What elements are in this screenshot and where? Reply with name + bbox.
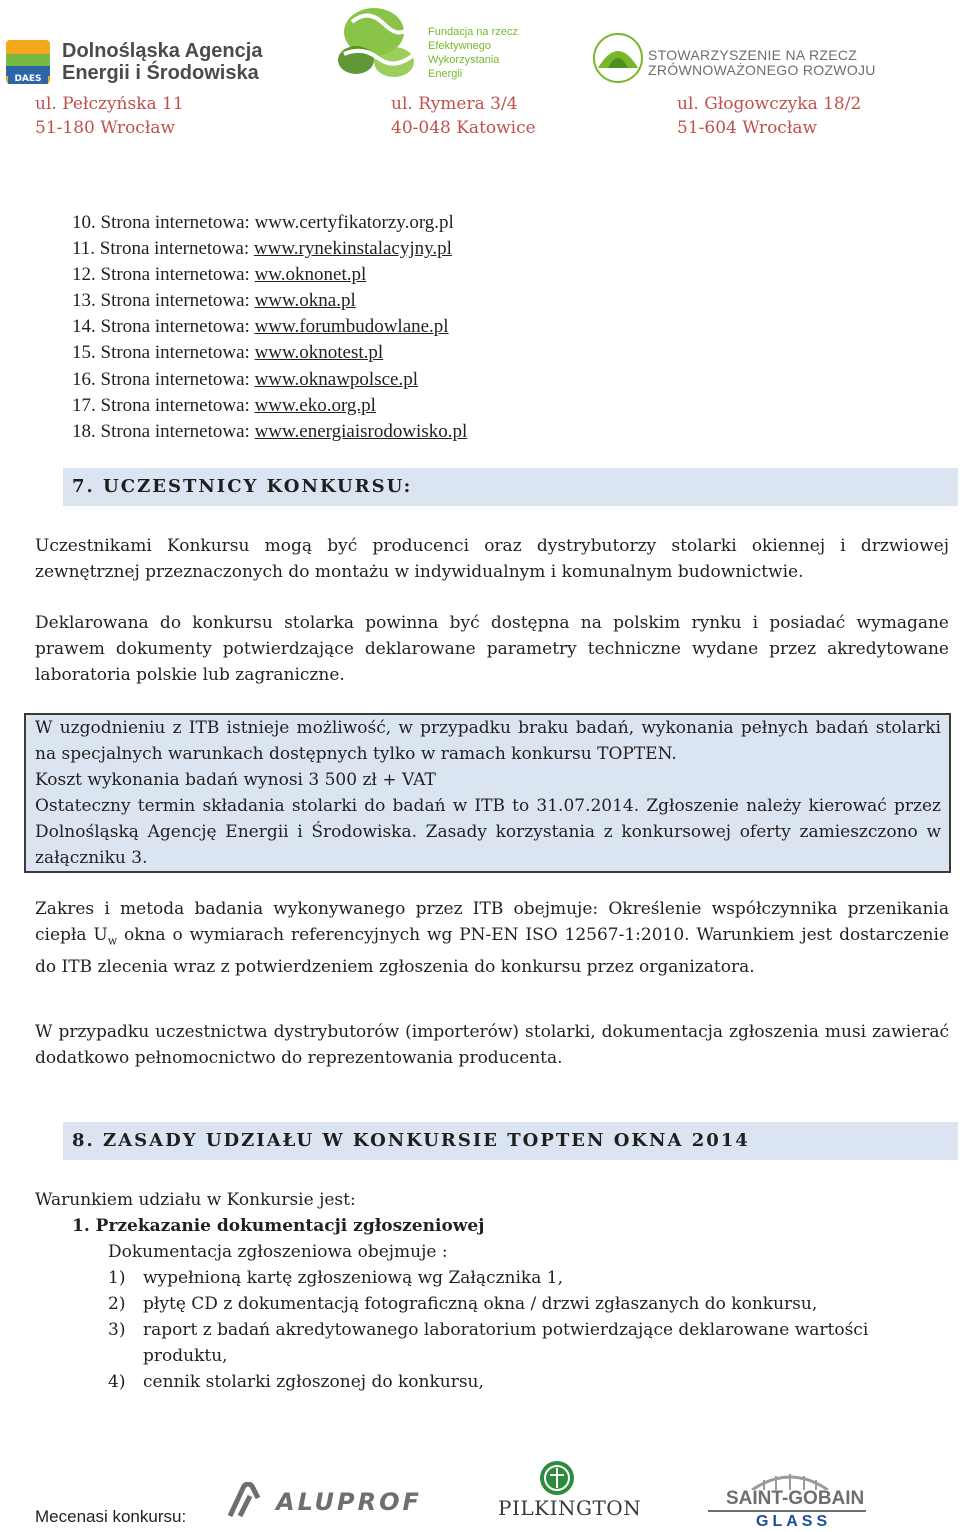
list-item: 12. Strona internetowa: ww.oknonet.pl xyxy=(72,264,367,286)
address-daes: ul. Pełczyńska 11 51-180 Wrocław xyxy=(35,94,184,138)
daes-logo-name: Dolnośląska Agencja Energii i Środowiska xyxy=(62,40,263,84)
conditions-item-1-title: 1. Przekazanie dokumentacji zgłoszeniowej xyxy=(72,1216,485,1236)
list-item: 10. Strona internetowa: www.certyfikatorzy.org.pl xyxy=(72,212,454,233)
website-link[interactable]: www.oknawpolsce.pl xyxy=(254,368,418,390)
list-item: 13. Strona internetowa: www.okna.pl xyxy=(72,290,356,312)
saint-gobain-icon xyxy=(750,1470,830,1490)
itb-info-box-text xyxy=(35,715,941,871)
documentation-intro: Dokumentacja zgłoszeniowa obejmuje : xyxy=(108,1242,448,1262)
itb-info-paragraph: W uzgodnieniu z ITB istnieje możliwość, w przypadku braku badań, wykonania pełnych badań stolarki na specjalnych warunkach dostępnych tylko w ramach konkursu TOPTEN. xyxy=(35,718,941,764)
website-link[interactable]: www.certyfikatorzy.org.pl xyxy=(254,212,454,233)
pilkington-logo-text: PILKINGTON xyxy=(498,1496,642,1520)
section-7-paragraph-4: W przypadku uczestnictwa dystrybutorów (importerów) stolarki, dokumentacja zgłoszenia musi zawierać dodatkowo pełnomocnictwo do reprezentowania producenta. xyxy=(35,1022,949,1068)
aluprof-logo: ALUPROF xyxy=(228,1482,428,1522)
list-item: 4) cennik stolarki zgłoszonej do konkursu, xyxy=(108,1372,484,1392)
website-link[interactable]: www.oknotest.pl xyxy=(254,342,384,364)
daes-logo-mark xyxy=(6,40,50,84)
saint-gobain-logo-text: SAINT-GOBAIN xyxy=(726,1488,865,1509)
website-link[interactable]: www.eko.org.pl xyxy=(254,394,376,416)
list-item: 2) płytę CD z dokumentacją fotograficzną okna / drzwi zgłaszanych do konkursu, xyxy=(108,1294,818,1314)
list-item: 1) wypełnioną kartę zgłoszeniową wg Załącznika 1, xyxy=(108,1268,563,1288)
list-item: 11. Strona internetowa: www.rynekinstalacyjny.pl xyxy=(72,238,452,260)
list-item: 15. Strona internetowa: www.oknotest.pl xyxy=(72,342,384,364)
list-item: 18. Strona internetowa: www.energiaisrodowisko.pl xyxy=(72,420,468,442)
section-7-paragraph-2: Deklarowana do konkursu stolarka powinna być dostępna na polskim rynku i posiadać wymagane prawem dokumenty potwierdzające deklarowane parametry techniczne wydane przez akredytowane laboratoria polskie lub zagraniczne. xyxy=(35,613,949,685)
daes-badge-text: DAES xyxy=(8,74,48,84)
srz-logo-name: STOWARZYSZENIE NA RZECZ ZRÓWNOWAŻONEGO ROZWOJU xyxy=(648,47,876,78)
aluprof-icon xyxy=(228,1482,272,1518)
conditions-intro: Warunkiem udziału w Konkursie jest: xyxy=(35,1190,356,1210)
website-link[interactable]: www.energiaisrodowisko.pl xyxy=(254,420,468,442)
itb-deadline-paragraph: Ostateczny termin składania stolarki do badań w ITB to 31.07.2014. Zgłoszenie należy kierować przez Dolnośląską Agencję Energii i Środowiska. Zasady korzystania z konkursowej oferty zamieszczono w załączniku 3. xyxy=(35,796,941,868)
list-item: 3) raport z badań akredytowanego laboratorium potwierdzające deklarowane wartości produktu, xyxy=(108,1320,869,1366)
website-link[interactable]: www.rynekinstalacyjny.pl xyxy=(253,238,452,260)
saint-gobain-glass-text: GLASS xyxy=(756,1513,832,1530)
address-fewe: ul. Rymera 3/4 40-048 Katowice xyxy=(391,94,536,138)
sponsors-label: Mecenasi konkursu: xyxy=(35,1507,187,1526)
website-link[interactable]: ww.oknonet.pl xyxy=(254,264,367,286)
section-8-heading: 8. ZASADY UDZIAŁU W KONKURSIE TOPTEN OKNA 2014 xyxy=(63,1122,958,1160)
itb-cost-line: Koszt wykonania badań wynosi 3 500 zł + VAT xyxy=(35,770,436,790)
section-7-heading: 7. UCZESTNICY KONKURSU: xyxy=(63,468,958,506)
section-7-paragraph-3: Zakres i metoda badania wykonywanego przez ITB obejmuje: Określenie współczynnika przenikania ciepła $U_w$ okna o wymiarach referencyjnych wg PN-EN ISO 12567-1:2010. Warunkiem jest dostarczenie do ITB zlecenia wraz z potwierdzeniem zgłoszenia do konkursu przez organizatora. xyxy=(35,899,949,978)
websites-list xyxy=(72,210,467,445)
website-link[interactable]: www.okna.pl xyxy=(254,290,356,312)
list-item: 17. Strona internetowa: www.eko.org.pl xyxy=(72,394,376,416)
srz-logo-icon xyxy=(590,28,646,84)
pilkington-icon xyxy=(538,1459,576,1497)
fewe-logo-name: Fundacja na rzecz Efektywnego Wykorzystania Energii xyxy=(428,26,518,80)
list-item: 16. Strona internetowa: www.oknawpolsce.pl xyxy=(72,368,418,390)
documentation-list xyxy=(108,1265,953,1395)
address-srz: ul. Głogowczyka 18/2 51-604 Wrocław xyxy=(677,94,862,138)
fewe-logo-icon xyxy=(334,2,418,84)
saint-gobain-divider xyxy=(708,1510,866,1512)
website-link[interactable]: www.forumbudowlane.pl xyxy=(254,316,449,338)
section-7-paragraph-1: Uczestnikami Konkursu mogą być producenci oraz dystrybutorzy stolarki okiennej i drzwiowej zewnętrznej przeznaczonych do montażu w indywidualnym i komunalnym budownictwie. xyxy=(35,536,949,582)
list-item: 14. Strona internetowa: www.forumbudowlane.pl xyxy=(72,316,449,338)
